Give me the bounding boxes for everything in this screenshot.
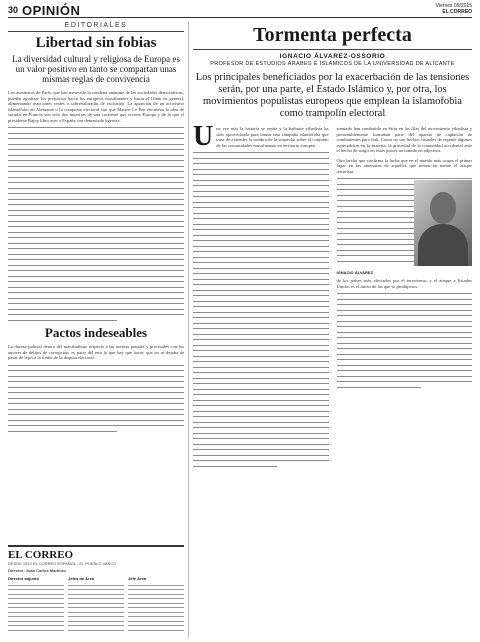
- editorial-body: Los asesinatos de París, que han merecido la condena unánime de las sociedades democráticas, pueden agudizar los prejuicios hacia los europeos musulmanes y hacia el Islam en general, alimentando reacciones reales o sobrevaloradas de exclusión. La aparición de un activismo islamófobo en Alemania o la conquista electoral con que Marine Le Pen encabeza la idea de sacudir en Francia son solo dos muestras de una corriente que recorre Europa y de la que el presidente Rajoy libró ayer a España con demasiada ligereza.: [8, 90, 184, 123]
- credits-col-head: Jefes de Área: [68, 576, 95, 581]
- dropcap: U: [193, 121, 214, 152]
- section-title: OPINIÓN: [22, 3, 81, 18]
- second-editorial-body: La dureza judicial dentro del macabrabuto respecto a las normas penales y procesales con los autores de delitos de corrupción, es parte del reto lo que hay que hacer, que no se dejaba de pasar de lejos a la frente de la disputa electoral.: [8, 344, 184, 360]
- author-photo: [414, 180, 472, 266]
- kicker-rule: [8, 31, 184, 32]
- editorial-title: Libertad sin fobias: [35, 35, 157, 51]
- opinion-column-1: [193, 121, 329, 471]
- credits-paper-name: EL CORREO: [8, 549, 74, 561]
- opinion-body: [193, 121, 472, 471]
- editorial-body-continued: [8, 127, 184, 321]
- photo-caption: IGNACIO ÁLVAREZ: [336, 270, 374, 275]
- credits-col-head: Jefe Área: [128, 576, 147, 581]
- opinion-col2-text: atentado han combatido en Siria en las filas del movimiento yihadista y presumiblemente formaban parte del aparato de captación de combatientes para Irak. Como no son hechos casuales de repente algunos especialistas en la materia, la gravedad de la comunidad accidental ante el hecho de surgir en estos países no tratado en adjetivos.: [336, 126, 472, 153]
- author-name: IGNACIO ÁLVAREZ-OSSORIO: [279, 53, 386, 60]
- opinion-col3-text: Otro hecho que confirma la lucha que en el mundo más ocupa el primer lugar en las amenazas de aquellos que tienen en mente el ataque terrorista.: [336, 157, 472, 174]
- editorials-column: [8, 22, 184, 638]
- title-rule: [193, 49, 472, 50]
- column-divider: [188, 22, 189, 638]
- issue-date: Viernes 09/2015: [435, 3, 472, 9]
- credits-director: Director: Juan Carlos Martínez: [8, 568, 67, 573]
- byline: [193, 53, 472, 67]
- opinion-title: Tormenta perfecta: [253, 24, 412, 46]
- newspaper-credits: [8, 545, 184, 634]
- second-editorial-body-continued: [8, 365, 184, 432]
- opinion-col2-tail: [337, 293, 473, 388]
- credits-col-head: Director adjunto: [8, 576, 39, 581]
- opinion-col3-cont: de los países más afectados por el terrorismo, y el ataque a Estados Unidos es el inicio de las que se produjeron.: [336, 278, 472, 289]
- opinion-col1-continued: [193, 152, 329, 467]
- opinion-column: [193, 22, 472, 638]
- page-number: 30: [8, 5, 19, 15]
- editorials-kicker: EDITORIALES: [64, 22, 128, 29]
- dateline: [436, 3, 472, 15]
- second-editorial-title: Pactos indeseables: [44, 325, 148, 340]
- paper-name: EL CORREO: [442, 9, 472, 15]
- opinion-column-2: [337, 126, 473, 471]
- opinion-deck: Los principales beneficiados por la exacerbación de las tensiones serán, por una parte, el Estado Islámico y, por otra, los movimientos populistas europeos que emplean la islamofobia como trampolín electoral: [195, 72, 470, 119]
- author-role: PROFESOR DE ESTUDIOS ÁRABES E ISLÁMICOS DE LA UNIVERSIDAD DE ALICANTE: [210, 61, 455, 67]
- page-masthead: [8, 4, 472, 18]
- opinion-lead: na vez más la historia se repite y la barbarie yihadista ha sido aprovechada para lanzar una campaña islamófoba que trata de extender la sombra de la sospecha sobre el conjunto de las comunidades musulmanas en territorio europeo.: [216, 126, 329, 148]
- credits-staff-list: [8, 576, 184, 634]
- credits-since: DESDE 1910 EL CORREO ESPAÑOL - EL PUEBLO VASCO: [8, 561, 117, 566]
- editorial-deck: La diversidad cultural y religiosa de Europa es un valor positivo en tanto se compartan unas mismas reglas de convivencia: [12, 54, 180, 84]
